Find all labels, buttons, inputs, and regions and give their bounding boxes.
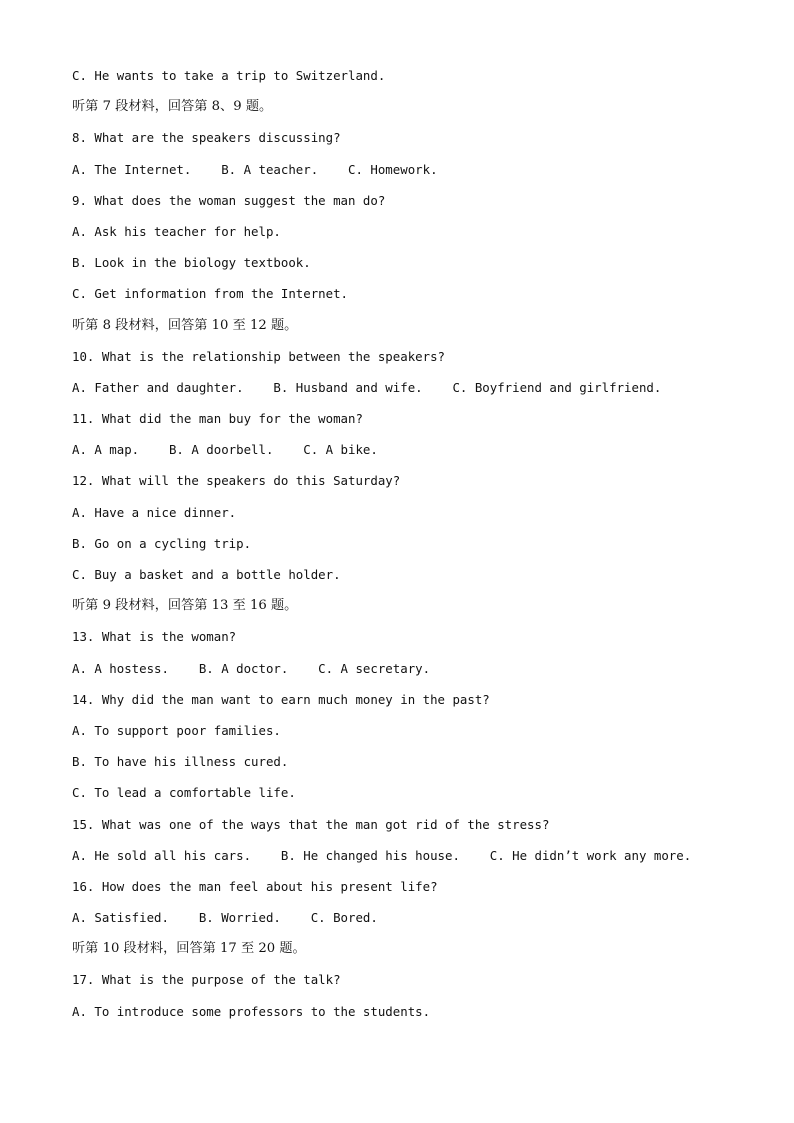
option-line: C. To lead a comfortable life. xyxy=(72,785,296,801)
option-line: A. He sold all his cars. B. He changed his house. C. He didn’t work any more. xyxy=(72,847,692,863)
question-line: 14. Why did the man want to earn much money in the past? xyxy=(72,691,490,707)
option-line: C. Buy a basket and a bottle holder. xyxy=(72,567,341,582)
question-line: 12. What will the speakers do this Saturday? xyxy=(72,473,401,489)
option-line: A. The Internet. B. A teacher. C. Homework. xyxy=(72,161,438,177)
question-line: 13. What is the woman? xyxy=(72,629,237,645)
section-heading: 听第 7 段材料，回答第 8、9 题。 xyxy=(72,99,273,115)
option-line: C. He wants to take a trip to Switzerland. xyxy=(72,68,386,83)
option-line: C. Get information from the Internet. xyxy=(72,286,349,302)
option-line: B. Look in the biology textbook. xyxy=(72,255,311,271)
option-line: A. Ask his teacher for help. xyxy=(72,223,281,239)
option-line: A. To support poor families. xyxy=(72,722,281,738)
option-line: A. A map. B. A doorbell. C. A bike. xyxy=(72,442,378,458)
option-line: A. Satisfied. B. Worried. C. Bored. xyxy=(72,910,378,926)
question-line: 8. What are the speakers discussing? xyxy=(72,130,341,146)
question-line: 9. What does the woman suggest the man do? xyxy=(72,192,386,208)
question-line: 16. How does the man feel about his present life? xyxy=(72,878,438,894)
question-line: 15. What was one of the ways that the man got rid of the stress? xyxy=(72,816,550,832)
section-heading: 听第 10 段材料，回答第 17 至 20 题。 xyxy=(72,941,306,957)
option-line: A. Father and daughter. B. Husband and wife. C. Boyfriend and girlfriend. xyxy=(72,379,662,395)
option-line: A. A hostess. B. A doctor. C. A secretary. xyxy=(72,660,431,676)
question-line: 10. What is the relationship between the speakers? xyxy=(72,348,445,364)
document-page xyxy=(72,66,762,1033)
option-line: B. To have his illness cured. xyxy=(72,754,289,770)
question-line: 11. What did the man buy for the woman? xyxy=(72,411,363,427)
section-heading: 听第 9 段材料，回答第 13 至 16 题。 xyxy=(72,598,298,614)
section-heading: 听第 8 段材料，回答第 10 至 12 题。 xyxy=(72,317,298,333)
option-line: A. Have a nice dinner. xyxy=(72,504,237,520)
option-line: A. To introduce some professors to the students. xyxy=(72,1003,431,1019)
question-line: 17. What is the purpose of the talk? xyxy=(72,972,341,988)
option-line: B. Go on a cycling trip. xyxy=(72,535,252,551)
